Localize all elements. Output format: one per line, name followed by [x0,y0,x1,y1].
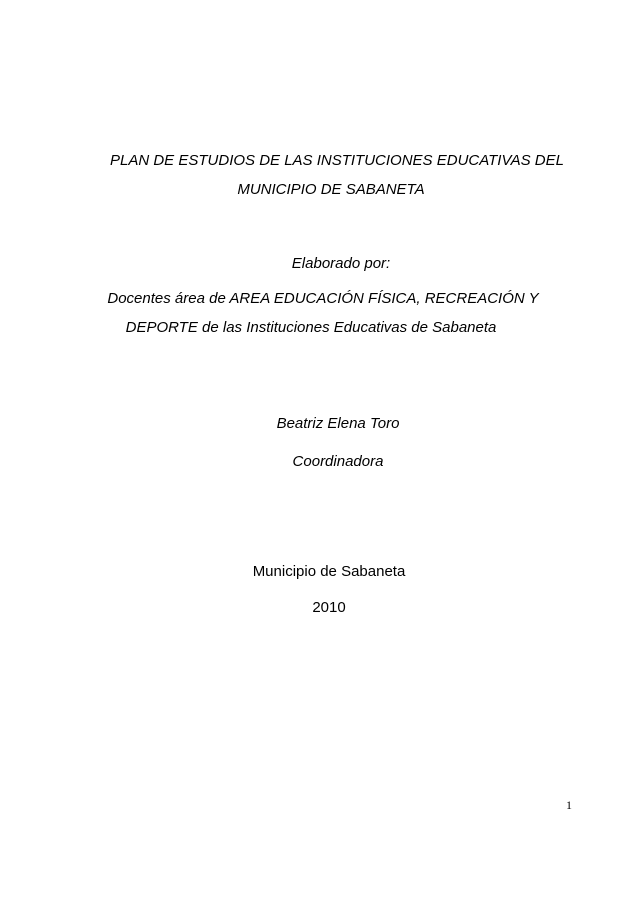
title-line-1: PLAN DE ESTUDIOS DE LAS INSTITUCIONES EDUCATIVAS DEL [110,152,564,169]
page-number: 1 [566,798,572,812]
author-line-1: Docentes área de AREA EDUCACIÓN FÍSICA, RECREACIÓN Y [107,290,539,307]
coordinator-name: Beatriz Elena Toro [276,415,400,432]
year: 2010 [312,599,346,616]
place: Municipio de Sabaneta [252,563,406,580]
author-line-2: DEPORTE de las Instituciones Educativas de Sabaneta [125,319,497,336]
author-label: Elaborado por: [291,255,391,272]
coordinator-role: Coordinadora [292,453,384,470]
title-line-2: MUNICIPIO DE SABANETA [237,181,425,198]
